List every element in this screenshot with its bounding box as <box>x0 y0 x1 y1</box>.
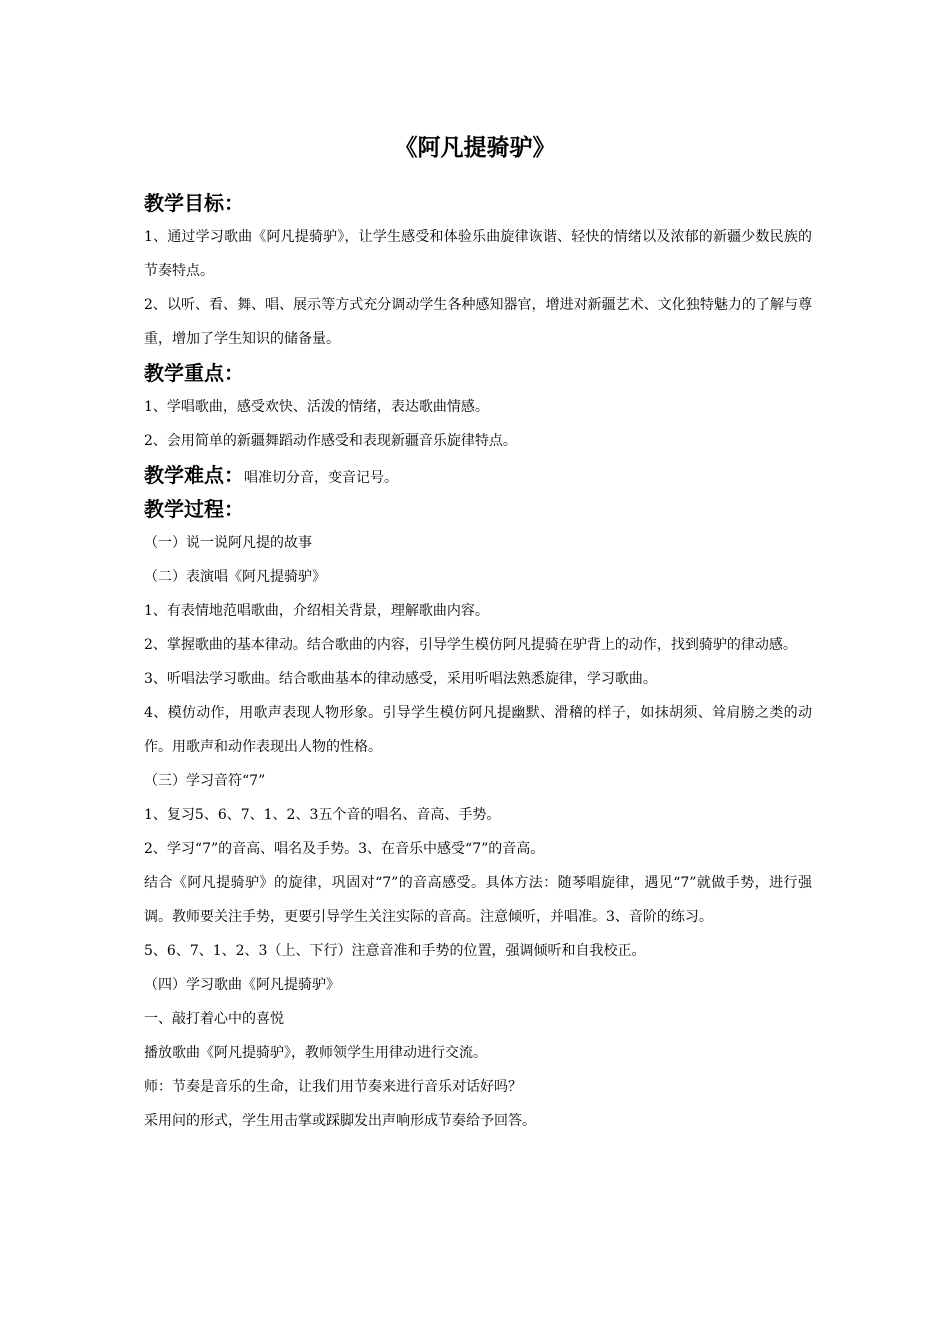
process-heading: 教学过程： <box>144 497 244 521</box>
process-item: 播放歌曲《阿凡提骑驴》，教师领学生用律动进行交流。 <box>144 1045 487 1061</box>
difficulty-heading: 教学难点： <box>144 463 244 487</box>
process-item: 一、敲打着心中的喜悦 <box>144 1011 284 1027</box>
difficulty-text: 唱准切分音，变音记号。 <box>244 470 398 486</box>
process-item: 3、听唱法学习歌曲。结合歌曲基本的律动感受，采用听唱法熟悉旋律，学习歌曲。 <box>144 671 657 687</box>
goals-heading: 教学目标： <box>144 191 244 215</box>
key-point-item: 2、会用简单的新疆舞蹈动作感受和表现新疆音乐旋律特点。 <box>144 433 517 449</box>
process-item: 结合《阿凡提骑驴》的旋律，巩固对“7”的音高感受。具体方法：随琴唱旋律，遇见“7”就做手势，进行强调。教师要关注手势，更要引导学生关注实际的音高。注意倾听，并唱准。3、音阶的练习。 <box>144 875 812 925</box>
key-points-heading: 教学重点： <box>144 361 244 385</box>
document-body <box>144 186 812 1138</box>
process-item: 5、6、7、1、2、3（上、下行）注意音准和手势的位置，强调倾听和自我校正。 <box>144 943 646 959</box>
key-point-item: 1、学唱歌曲，感受欢快、活泼的情绪，表达歌曲情感。 <box>144 399 489 415</box>
difficulty-row <box>144 458 812 492</box>
process-item: 4、模仿动作，用歌声表现人物形象。引导学生模仿阿凡提幽默、滑稽的样子，如抹胡须、耸肩膀之类的动作。用歌声和动作表现出人物的性格。 <box>144 705 812 755</box>
process-item: 师：节奏是音乐的生命，让我们用节奏来进行音乐对话好吗？ <box>144 1079 522 1095</box>
process-step-title: （二）表演唱《阿凡提骑驴》 <box>144 569 326 585</box>
process-item: 2、掌握歌曲的基本律动。结合歌曲的内容，引导学生模仿阿凡提骑在驴背上的动作，找到骑驴的律动感。 <box>144 637 797 653</box>
process-item: 1、有表情地范唱歌曲，介绍相关背景，理解歌曲内容。 <box>144 603 489 619</box>
process-item: 1、复习5、6、7、1、2、3五个音的唱名、音高、手势。 <box>144 807 501 823</box>
process-step-title: （四）学习歌曲《阿凡提骑驴》 <box>144 977 340 993</box>
goal-item: 1、通过学习歌曲《阿凡提骑驴》，让学生感受和体验乐曲旋律诙谐、轻快的情绪以及浓郁的新疆少数民族的节奏特点。 <box>144 229 812 279</box>
document-title: 《阿凡提骑驴》 <box>394 135 556 161</box>
process-item: 2、学习“7”的音高、唱名及手势。3、在音乐中感受“7”的音高。 <box>144 841 545 857</box>
process-step-title: （一）说一说阿凡提的故事 <box>144 535 312 551</box>
goal-item: 2、以听、看、舞、唱、展示等方式充分调动学生各种感知器官，增进对新疆艺术、文化独特魅力的了解与尊重，增加了学生知识的储备量。 <box>144 297 812 347</box>
process-step-title: （三）学习音符“7” <box>144 773 266 789</box>
process-item: 采用问的形式，学生用击掌或踩脚发出声响形成节奏给予回答。 <box>144 1113 536 1129</box>
